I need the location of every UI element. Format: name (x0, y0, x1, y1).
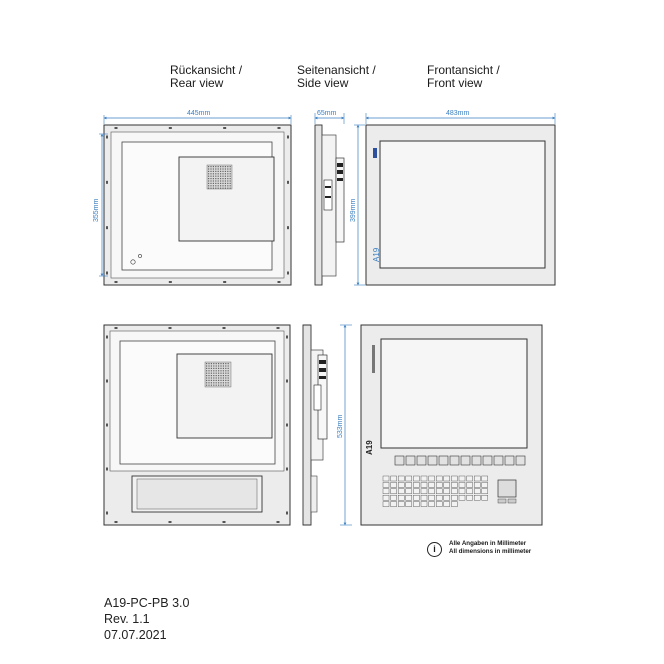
rear-width-label: 445mm (187, 110, 211, 117)
side-view-top (315, 125, 344, 285)
front-view-heading-de: Frontansicht / (427, 63, 500, 77)
rear-view-top (104, 125, 291, 285)
rear-height-label: 355mm (93, 198, 100, 222)
front-width-label: 483mm (446, 110, 470, 117)
front-model-label: A19 (372, 247, 381, 262)
document-info (104, 595, 189, 643)
model-number: A19-PC-PB 3.0 (104, 596, 190, 610)
keyboard-height-label: 533mm (337, 414, 344, 438)
side-view-bottom (303, 325, 327, 525)
touchpad (498, 480, 516, 497)
revision-date: 07.07.2021 (104, 628, 167, 642)
rear-view-bottom (104, 325, 290, 525)
rear-view-heading-de: Rückansicht / (170, 63, 243, 77)
front-view-top (366, 125, 555, 285)
side-depth-label: 65mm (317, 110, 337, 117)
note-de: Alle Angaben in Millimeter (449, 540, 527, 547)
side-view-heading-de: Seitenansicht / (297, 63, 376, 77)
front-view-heading-en: Front view (427, 76, 483, 90)
rear-view-heading-en: Rear view (170, 76, 224, 90)
front-height-label: 399mm (350, 198, 357, 222)
note-en: All dimensions in millimeter (449, 548, 532, 555)
info-icon: i (427, 542, 442, 557)
keyboard-model-label: A19 (365, 440, 374, 455)
side-view-heading-en: Side view (297, 76, 349, 90)
front-view-keyboard (361, 325, 542, 525)
revision: Rev. 1.1 (104, 612, 150, 626)
